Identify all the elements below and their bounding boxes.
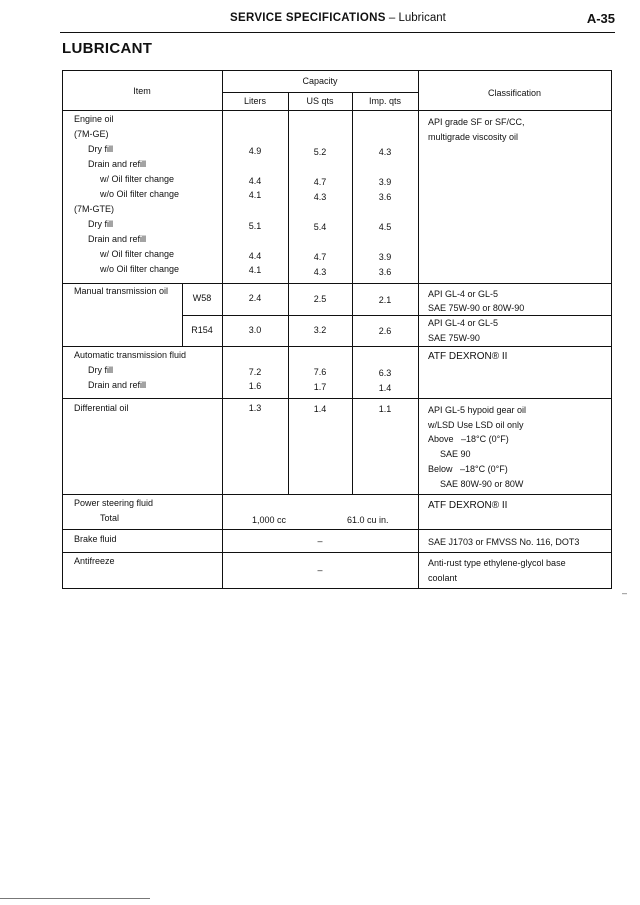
differential-label: Differential oil [74, 403, 129, 413]
power-steering-class: ATF DEXRON® II [428, 500, 508, 511]
engine-ge-drain-refill: Drain and refill [88, 159, 147, 169]
diff-class-3: Above –18°C (0°F) [428, 434, 509, 444]
engine-gte-dry-fill: Dry fill [88, 219, 113, 229]
diff-class-6: SAE 80W-90 or 80W [440, 479, 524, 489]
engine-7mge: (7M-GE) [74, 129, 109, 139]
w58-us: 2.5 [313, 294, 327, 304]
brake-label: Brake fluid [74, 534, 117, 544]
automatic-drain-refill: Drain and refill [88, 380, 147, 390]
diff-class-2: w/LSD Use LSD oil only [428, 420, 524, 430]
margin-mark: – [622, 588, 628, 598]
bottom-rule [0, 898, 150, 899]
automatic-class: ATF DEXRON® II [428, 351, 508, 362]
r154-class-2: SAE 75W-90 [428, 333, 480, 343]
head-liters: Liters [243, 96, 266, 106]
gte-wo-liters: 4.1 [248, 265, 262, 275]
diff-class-4: SAE 90 [440, 449, 471, 459]
power-steering-cu-in: 61.0 cu in. [347, 515, 389, 525]
diff-class-1: API GL-5 hypoid gear oil [428, 405, 527, 415]
head-item: Item [133, 86, 151, 96]
engine-gte-w-filter: w/ Oil filter change [100, 249, 175, 259]
gte-dry-imp: 4.5 [378, 222, 392, 232]
w58-liters: 2.4 [248, 293, 262, 303]
r154-us: 3.2 [313, 325, 327, 335]
row-rule-brake [62, 552, 612, 553]
ge-dry-us: 5.2 [313, 147, 327, 157]
ge-w-us: 4.7 [313, 177, 327, 187]
r154-liters: 3.0 [248, 325, 262, 335]
atf-dry-liters: 7.2 [248, 367, 262, 377]
ge-wo-imp: 3.6 [378, 192, 392, 202]
head-imp-qts: Imp. qts [368, 96, 401, 106]
engine-ge-dry-fill: Dry fill [88, 144, 113, 154]
header-section: SERVICE SPECIFICATIONS [230, 12, 386, 24]
row-rule-manual [62, 346, 612, 347]
capacity-header-rule [222, 92, 418, 93]
table-border-left [62, 70, 63, 589]
w58-class-2: SAE 75W-90 or 80W-90 [428, 303, 525, 313]
ge-w-imp: 3.9 [378, 177, 392, 187]
header-subject: Lubricant [398, 12, 446, 24]
page-number: A-35 [586, 11, 615, 26]
diff-class-5: Below –18°C (0°F) [428, 464, 508, 474]
brake-capacity: – [317, 536, 323, 546]
gte-w-us: 4.7 [313, 252, 327, 262]
antifreeze-class-2: coolant [428, 573, 458, 583]
manual-trans-label: Manual transmission oil [74, 286, 169, 296]
row-rule-differential [62, 494, 612, 495]
gte-wo-us: 4.3 [313, 267, 327, 277]
automatic-trans-label: Automatic transmission fluid [74, 350, 187, 360]
row-rule-power-steering [62, 529, 612, 530]
head-capacity: Capacity [302, 76, 338, 86]
table-border-bottom [62, 588, 612, 589]
engine-ge-w-filter: w/ Oil filter change [100, 174, 175, 184]
gte-wo-imp: 3.6 [378, 267, 392, 277]
header-rule [62, 110, 612, 111]
engine-gte-drain-refill: Drain and refill [88, 234, 147, 244]
gte-w-liters: 4.4 [248, 251, 262, 261]
automatic-dry-fill: Dry fill [88, 365, 113, 375]
atf-drain-imp: 1.4 [378, 383, 392, 393]
atf-drain-us: 1.7 [313, 382, 327, 392]
diff-us: 1.4 [313, 404, 327, 414]
atf-dry-imp: 6.3 [378, 368, 392, 378]
section-title: LUBRICANT [62, 40, 153, 57]
engine-ge-wo-filter: w/o Oil filter change [100, 189, 180, 199]
engine-gte-wo-filter: w/o Oil filter change [100, 264, 180, 274]
capacity-column-rule [418, 70, 419, 589]
engine-class-2: multigrade viscosity oil [428, 132, 519, 142]
gte-dry-liters: 5.1 [248, 221, 262, 231]
diff-liters: 1.3 [248, 403, 262, 413]
brake-class: SAE J1703 or FMVSS No. 116, DOT3 [428, 537, 580, 547]
antifreeze-capacity: – [317, 565, 323, 575]
manual-r154: R154 [191, 325, 213, 335]
row-rule-automatic [62, 398, 612, 399]
head-classification: Classification [487, 88, 542, 98]
gte-w-imp: 3.9 [378, 252, 392, 262]
ge-wo-us: 4.3 [313, 192, 327, 202]
ge-wo-liters: 4.1 [248, 190, 262, 200]
atf-drain-liters: 1.6 [248, 381, 262, 391]
w58-class-1: API GL-4 or GL-5 [428, 289, 499, 299]
ge-dry-liters: 4.9 [248, 146, 262, 156]
gte-dry-us: 5.4 [313, 222, 327, 232]
manual-w58: W58 [192, 293, 212, 303]
head-us-qts: US qts [306, 96, 334, 106]
table-border-top [62, 70, 612, 71]
engine-class-1: API grade SF or SF/CC, [428, 117, 525, 127]
row-rule-w58 [182, 315, 612, 316]
power-steering-label: Power steering fluid [74, 498, 154, 508]
power-steering-cc: 1,000 cc [252, 515, 287, 525]
ge-w-liters: 4.4 [248, 176, 262, 186]
ge-dry-imp: 4.3 [378, 147, 392, 157]
engine-7mgte: (7M-GTE) [74, 204, 114, 214]
atf-dry-us: 7.6 [313, 367, 327, 377]
r154-imp: 2.6 [378, 326, 392, 336]
engine-oil-label: Engine oil [74, 114, 114, 124]
header-dash: – [385, 12, 399, 24]
w58-imp: 2.1 [378, 295, 392, 305]
diff-imp: 1.1 [378, 404, 392, 414]
antifreeze-class-1: Anti-rust type ethylene-glycol base [428, 558, 566, 568]
table-border-right [611, 70, 612, 589]
r154-class-1: API GL-4 or GL-5 [428, 318, 499, 328]
row-rule-engine [62, 283, 612, 284]
antifreeze-label: Antifreeze [74, 556, 115, 566]
power-steering-total: Total [100, 513, 120, 523]
